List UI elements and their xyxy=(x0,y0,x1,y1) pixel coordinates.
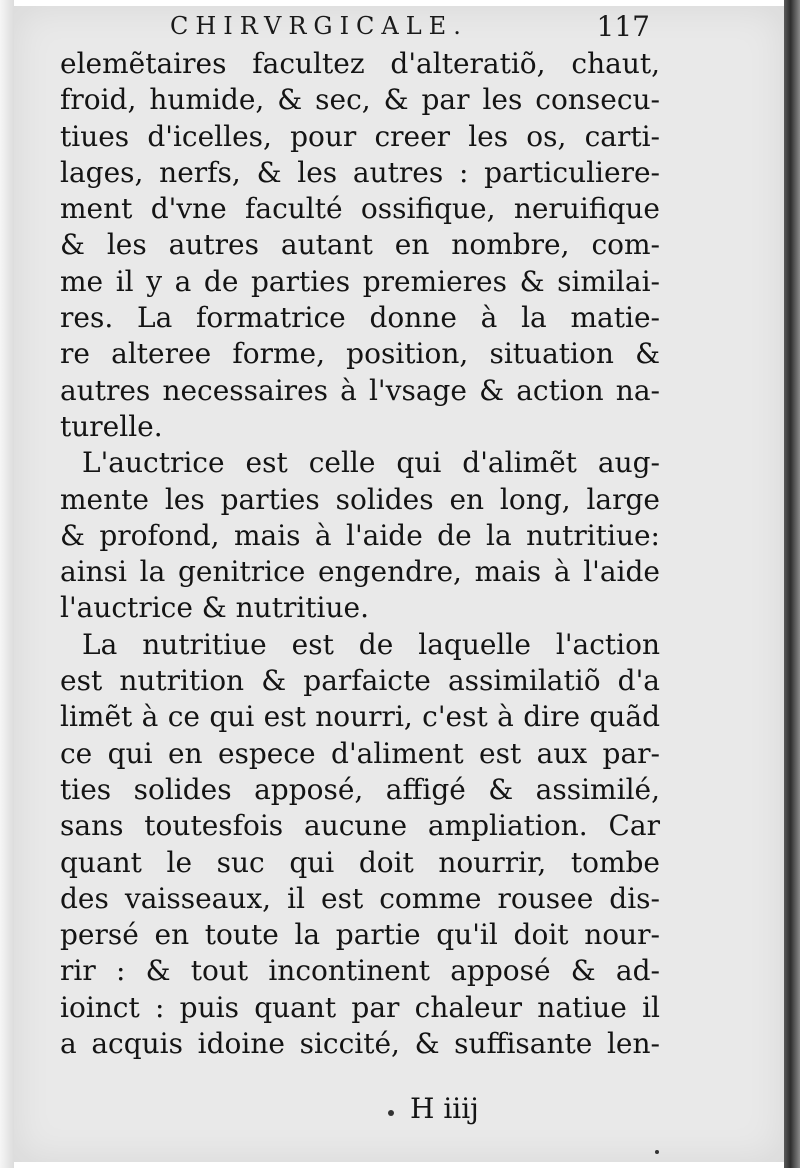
text-line: elemẽtaires facultez d'alteratiõ, chaut, xyxy=(60,47,660,80)
text-line: ainsi la genitrice engendre, mais à l'aide xyxy=(60,555,660,589)
page-number: 117 xyxy=(596,10,650,43)
text-line: turelle. xyxy=(60,409,163,443)
text-line: limẽt à ce qui est nourri, c'est à dire quãd xyxy=(60,700,660,734)
text-line: persé en toute la partie qu'il doit nour- xyxy=(60,918,660,952)
text-line: & les autres autant en nombre, com- xyxy=(60,228,660,262)
book-gutter-shadow xyxy=(784,0,800,1168)
text-line: sans toutesfois aucune ampliation. Car xyxy=(60,809,660,843)
text-line: a acquis idoine siccité, & suffisante len- xyxy=(60,1027,660,1061)
paragraph-start-line: La nutritiue est de laquelle l'action xyxy=(82,627,660,661)
page-header xyxy=(170,10,650,44)
left-margin-edge xyxy=(0,0,14,1168)
ink-speck xyxy=(655,1150,659,1154)
text-line: me il y a de parties premieres & similai- xyxy=(60,264,660,298)
text-line: est nutrition & parfaicte assimilatiõ d'a xyxy=(60,664,660,698)
text-line: froid, humide, & sec, & par les consecu- xyxy=(60,83,660,117)
text-line: l'auctrice & nutritiue. xyxy=(60,591,369,625)
running-head: CHIRVRGICALE. xyxy=(170,12,468,40)
text-line: ce qui en espece d'aliment est aux par- xyxy=(60,736,660,770)
text-line: ioinct : puis quant par chaleur natiue il xyxy=(60,990,660,1024)
text-line: quant le suc qui doit nourrir, tombe xyxy=(60,845,660,879)
text-line: rir : & tout incontinent apposé & ad- xyxy=(60,954,660,988)
paragraph-start-line: L'auctrice est celle qui d'alimẽt aug- xyxy=(82,446,660,480)
text-line: res. La formatrice donne à la matie- xyxy=(60,301,660,335)
text-line: mente les parties solides en long, large xyxy=(60,482,660,516)
ink-speck xyxy=(388,1110,394,1116)
text-line: ment d'vne faculté ossifique, neruifique xyxy=(60,192,660,226)
text-line: des vaisseaux, il est comme rousee dis- xyxy=(60,881,660,915)
text-line: lages, nerfs, & les autres : particuliere- xyxy=(60,155,660,189)
text-line: autres necessaires à l'vsage & action na- xyxy=(60,373,660,407)
signature-mark: H iiij xyxy=(410,1092,479,1125)
text-line: & profond, mais à l'aide de la nutritiue: xyxy=(60,518,660,552)
text-line: ties solides apposé, affigé & assimilé, xyxy=(60,772,660,806)
text-line: tiues d'icelles, pour creer les os, carti- xyxy=(60,119,660,153)
text-line: re alteree forme, position, situation & xyxy=(60,337,660,371)
body-text xyxy=(60,46,660,1062)
